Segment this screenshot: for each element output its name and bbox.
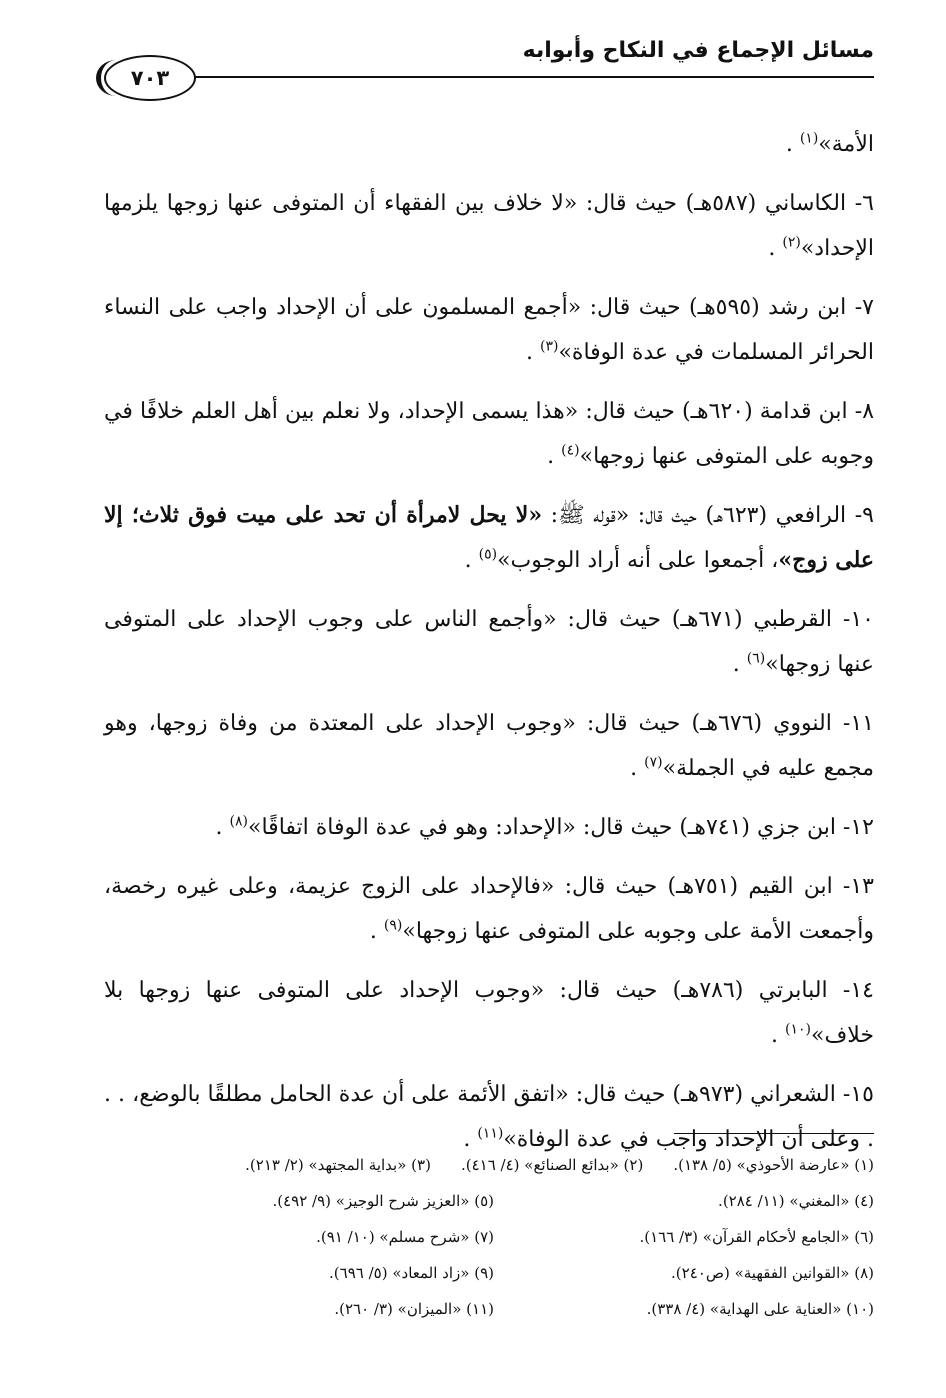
footnote-2: (٢) «بدائع الصنائع» (٤/ ٤١٦). bbox=[460, 1156, 644, 1174]
paragraph-6 bbox=[104, 181, 874, 271]
paragraph-text: ٦- الكاساني (٥٨٧هـ) حيث قال: «لا خلاف بين الفقهاء أن المتوفى عنها زوجها يلزمها الإحداد» bbox=[104, 191, 874, 261]
footnote-ref: (٧) bbox=[644, 754, 663, 771]
footnotes bbox=[104, 1147, 874, 1327]
footnote-ref: (٨) bbox=[229, 813, 249, 830]
paragraph-text-after: ، أجمعوا على أنه أراد الوجوب» bbox=[497, 548, 779, 573]
footnote-ref: (١) bbox=[799, 130, 819, 147]
footnote-row bbox=[104, 1183, 874, 1219]
header-rule bbox=[190, 76, 874, 78]
paragraph-end: . bbox=[732, 652, 740, 677]
paragraph-text: ١٢- ابن جزي (٧٤١هـ) حيث قال: «الإحداد: وهو في عدة الوفاة اتفاقًا» bbox=[248, 815, 874, 840]
paragraph-end: . bbox=[630, 756, 638, 781]
paragraph-14 bbox=[104, 968, 874, 1058]
footnote-ref: (٦) bbox=[746, 650, 766, 667]
paragraph-8 bbox=[104, 389, 874, 479]
paragraph-7 bbox=[104, 285, 874, 375]
paragraph-text: الأمة» bbox=[818, 132, 874, 157]
body-text bbox=[104, 122, 874, 1176]
paragraph-end: . bbox=[526, 340, 533, 365]
page-number: ٧٠٣ bbox=[130, 66, 170, 90]
paragraph-end: . bbox=[463, 1127, 471, 1152]
footnote-ref: (٤) bbox=[561, 442, 580, 459]
paragraph-end: . bbox=[547, 444, 555, 469]
paragraph-end: . bbox=[464, 548, 472, 573]
footnote-10: (١٠) «العناية على الهداية» (٤/ ٣٣٨). bbox=[646, 1300, 874, 1318]
footnote-row bbox=[104, 1291, 874, 1327]
paragraph-11 bbox=[104, 701, 874, 791]
page-number-badge bbox=[104, 55, 196, 101]
footnote-ref: (٣) bbox=[540, 338, 559, 355]
paragraph-text: ١١- النووي (٦٧٦هـ) حيث قال: «وجوب الإحداد على المعتدة من وفاة زوجها، وهو مجمع عليه في الجملة» bbox=[104, 711, 874, 781]
footnote-ref: (٩) bbox=[383, 917, 403, 934]
paragraph-text: ١٥- الشعراني (٩٧٣هـ) حيث قال: «اتفق الأئمة على أن عدة الحامل مطلقًا بالوضع، . . . وعلى أن الإحداد واجب في عدة الوفاة» bbox=[104, 1082, 874, 1152]
paragraph-text: ١٤- البابرتي (٧٨٦هـ) حيث قال: «وجوب الإحداد على المتوفى عنها زوجها بلا خلاف» bbox=[104, 978, 874, 1048]
footnote-ref: (٢) bbox=[782, 234, 801, 251]
footnote-8: (٨) «القوانين الفقهية» (ص٢٤٠). bbox=[671, 1264, 874, 1282]
footnote-ref: (١٠) bbox=[785, 1021, 811, 1038]
footnote-row bbox=[104, 1255, 874, 1291]
paragraph-text: ١٠- القرطبي (٦٧١هـ) حيث قال: «وأجمع الناس على وجوب الإحداد على المتوفى عنها زوجها» bbox=[104, 607, 874, 677]
paragraph-end: . bbox=[215, 815, 223, 840]
footnote-5: (٥) «العزيز شرح الوجيز» (٩/ ٤٩٢). bbox=[272, 1192, 494, 1210]
hadith-quote: «لا يحل لامرأة أن تحد على ميت فوق ثلاث؛ إلا على زوج» bbox=[104, 502, 874, 573]
footnote-9: (٩) «زاد المعاد» (٥/ ٦٩٦). bbox=[329, 1264, 494, 1282]
paragraph-text: ١٣- ابن القيم (٧٥١هـ) حيث قال: «فالإحداد على الزوج عزيمة، وعلى غيره رخصة، وأجمعت الأمة على وجوبه على المتوفى عنها زوجها» bbox=[104, 874, 874, 944]
paragraph-continuation bbox=[104, 122, 874, 167]
paragraph-end: . bbox=[771, 1023, 779, 1048]
paragraph-text: ٧- ابن رشد (٥٩٥هـ) حيث قال: «أجمع المسلمون على أن الإحداد واجب على النساء الحرائر المسلمات في عدة الوفاة» bbox=[104, 295, 874, 365]
footnote-row bbox=[104, 1147, 874, 1183]
footnote-6: (٦) «الجامع لأحكام القرآن» (٣/ ١٦٦). bbox=[639, 1228, 874, 1246]
paragraph-10 bbox=[104, 597, 874, 687]
paragraph-end: . bbox=[369, 919, 377, 944]
paragraph-text: ٩- الرافعي (٦٢٣هـ) حيث قال: «قوله ﷺ: bbox=[542, 503, 874, 528]
paragraph-13 bbox=[104, 864, 874, 954]
footnote-row bbox=[104, 1219, 874, 1255]
footnote-ref: (١١) bbox=[477, 1125, 504, 1142]
footnote-7: (٧) «شرح مسلم» (١٠/ ٩١). bbox=[316, 1228, 494, 1246]
footnote-11: (١١) «الميزان» (٣/ ٢٦٠). bbox=[334, 1300, 494, 1318]
running-header-title: مسائل الإجماع في النكاح وأبوابه bbox=[522, 38, 874, 63]
paragraph-12 bbox=[104, 805, 874, 850]
footnote-3: (٣) «بداية المجتهد» (٢/ ٢١٣). bbox=[245, 1156, 431, 1174]
paragraph-9 bbox=[104, 493, 874, 583]
footnote-ref: (٥) bbox=[478, 546, 498, 563]
paragraph-end: . bbox=[768, 236, 776, 261]
paragraph-end: . bbox=[785, 132, 793, 157]
footnote-1: (١) «عارضة الأحوذي» (٥/ ١٣٨). bbox=[673, 1156, 874, 1174]
paragraph-text: ٨- ابن قدامة (٦٢٠هـ) حيث قال: «هذا يسمى الإحداد، ولا نعلم بين أهل العلم خلافًا في وجوبه على المتوفى عنها زوجها» bbox=[104, 399, 875, 469]
footnote-4: (٤) «المغني» (١١/ ٢٨٤). bbox=[718, 1192, 874, 1210]
footnote-separator bbox=[674, 1133, 874, 1134]
